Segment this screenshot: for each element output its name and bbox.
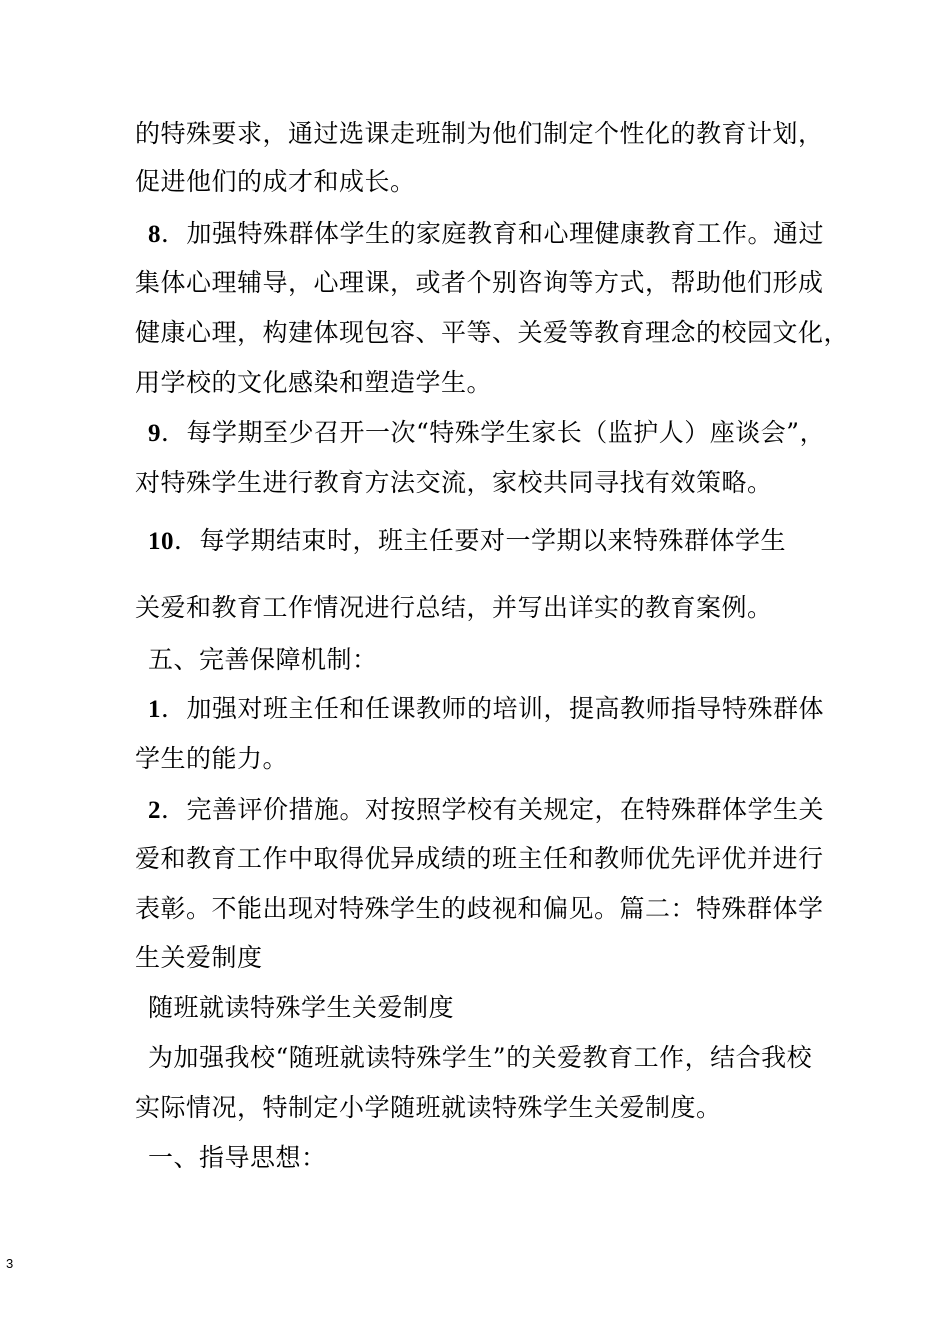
list-number: 8 — [148, 221, 161, 248]
list-item-9: 9．每学期至少召开一次“特殊学生家长（监护人）座谈会”， — [148, 418, 826, 447]
page-number: 3 — [6, 1256, 14, 1271]
text-line: 表彰。不能出现对特殊学生的歧视和偏见。篇二：特殊群体学 — [135, 894, 824, 923]
text-line: 学生的能力。 — [135, 744, 289, 773]
list-number: 2 — [148, 797, 161, 824]
text-line: 集体心理辅导，心理课，或者个别咨询等方式，帮助他们形成 — [135, 268, 824, 297]
text-line: 实际情况，特制定小学随班就读特殊学生关爱制度。 — [135, 1093, 722, 1122]
text-line: 健康心理，构建体现包容、平等、关爱等教育理念的校园文化， — [135, 318, 850, 347]
text-line: 关爱和教育工作情况进行总结，并写出详实的教育案例。 — [135, 593, 773, 622]
text-line: 对特殊学生进行教育方法交流，家校共同寻找有效策略。 — [135, 468, 773, 497]
section-heading: 五、完善保障机制： — [148, 645, 378, 674]
section-heading: 一、指导思想： — [148, 1143, 327, 1172]
list-item-10: 10．每学期结束时，班主任要对一学期以来特殊群体学生 — [148, 526, 787, 555]
text-line: 生关爱制度 — [135, 943, 263, 972]
text-line: 促进他们的成才和成长。 — [135, 167, 416, 196]
list-item-1: 1．加强对班主任和任课教师的培训，提高教师指导特殊群体 — [148, 694, 825, 723]
list-item-8: 8．加强特殊群体学生的家庭教育和心理健康教育工作。通过 — [148, 219, 825, 248]
text-line: 用学校的文化感染和塑造学生。 — [135, 368, 493, 397]
text-line: 为加强我校“随班就读特殊学生”的关爱教育工作，结合我校 — [148, 1043, 813, 1072]
document-title: 随班就读特殊学生关爱制度 — [148, 993, 455, 1022]
list-number: 1 — [148, 696, 161, 723]
list-item-2: 2．完善评价措施。对按照学校有关规定，在特殊群体学生关 — [148, 795, 825, 824]
text-line: 的特殊要求，通过选课走班制为他们制定个性化的教育计划， — [135, 119, 824, 148]
text-line: 爱和教育工作中取得优异成绩的班主任和教师优先评优并进行 — [135, 844, 824, 873]
list-number: 9 — [148, 420, 161, 447]
list-number: 10 — [148, 528, 174, 555]
